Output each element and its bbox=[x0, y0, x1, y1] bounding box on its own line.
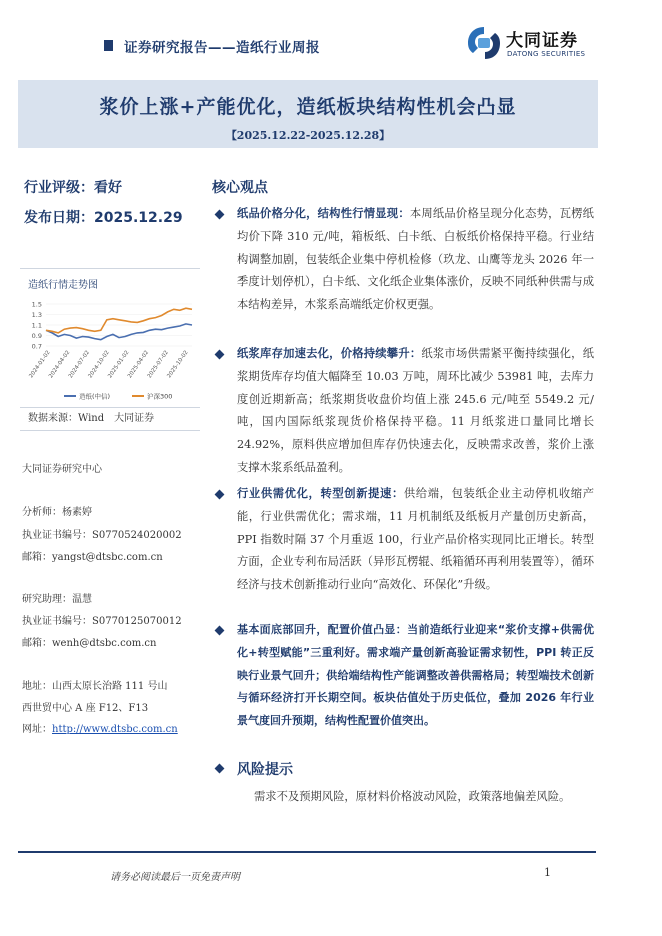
core-paragraph-2 bbox=[237, 343, 594, 480]
report-date-range: 【2025.12.22-2025.12.28】 bbox=[225, 129, 391, 142]
address-line-2: 西世贸中心 A 座 F12、F13 bbox=[22, 703, 149, 714]
y-tick-label: 1.3 bbox=[31, 311, 42, 319]
trend-chart bbox=[22, 296, 198, 406]
header-marker bbox=[104, 40, 113, 51]
assistant-name: 研究助理：温慧 bbox=[22, 594, 92, 605]
core-views-title: 核心观点 bbox=[212, 180, 268, 196]
assistant-email: 邮箱：wenh@dtsbc.com.cn bbox=[22, 638, 157, 649]
risk-title: 风险提示 bbox=[237, 762, 293, 778]
x-tick-label: 2025-01-02 bbox=[107, 349, 131, 380]
website bbox=[22, 720, 178, 735]
bullet-diamond-icon bbox=[215, 350, 225, 360]
core-paragraph-1 bbox=[237, 203, 594, 317]
core-paragraph-3 bbox=[237, 483, 594, 597]
bullet-diamond-icon bbox=[215, 626, 225, 636]
paragraph-3-lead: 行业供需优化，转型创新提速： bbox=[237, 487, 404, 500]
paragraph-2-lead: 纸浆库存加速去化，价格持续攀升： bbox=[237, 347, 422, 360]
paragraph-1-lead: 纸品价格分化，结构性行情显现： bbox=[237, 207, 410, 220]
paragraph-1-body: 本周纸品价格呈现分化态势，瓦楞纸均价下降 310 元/吨，箱板纸、白卡纸、白板纸价格保持平稳。行业结构调整加剧，包装纸企业集中停机检修（玖龙、山鹰等龙头 2026 年一季度计划停机），白卡纸、文化纸企业集体涨价，反映不同纸种供需与成本结构差异，木浆系高端纸定价权更强。 bbox=[237, 207, 594, 312]
paragraph-3-body: 供给端，包装纸企业主动停机收缩产能，行业供需优化；需求端，11 月机制纸及纸板月产量创历史新高，PPI 指数时隔 37 个月重返 100，行业产品价格实现同比正增长。转型方面，企业专利布局活跃（异形瓦楞辊、纸箱循环再利用装置等），循环经济与技术创新推动行业向“高效化、环保化”升级。 bbox=[237, 487, 594, 592]
legend-label: 沪深300 bbox=[147, 392, 173, 401]
analyst-name: 分析师：杨素婷 bbox=[22, 507, 92, 518]
logo-text-en: DATONG SECURITIES bbox=[507, 50, 586, 58]
footer-line bbox=[18, 851, 596, 853]
chart-title: 造纸行情走势图 bbox=[28, 280, 98, 291]
x-tick-label: 2025-04-02 bbox=[126, 349, 151, 380]
research-institute: 大同证券研究中心 bbox=[22, 464, 102, 475]
paragraph-2-body: 纸浆市场供需紧平衡持续强化，纸浆期货库存均值大幅降至 10.03 万吨，周环比减少 53981 吨，去库力度创近期新高；纸浆期货收盘价均值上涨 245.6 元/吨至 5549.2 元/吨，国内国际纸浆现货价格保持平稳。11 月纸浆进口量同比增长 24.92%，原料供应增加但库存仍快速去化，反映需求改善，浆价上涨支撑木浆系纸品盈利。 bbox=[237, 347, 594, 474]
y-tick-label: 0.9 bbox=[31, 332, 42, 340]
disclaimer-note: 请务必阅读最后一页免责声明 bbox=[110, 872, 240, 883]
legend-label: 造纸(中信) bbox=[79, 392, 111, 401]
address-line-1: 地址：山西太原长治路 111 号山 bbox=[22, 681, 168, 692]
series-line-1 bbox=[46, 308, 192, 333]
y-tick-label: 1.5 bbox=[31, 300, 42, 309]
chart-source: 数据来源：Wind 大同证券 bbox=[28, 413, 155, 424]
divider bbox=[20, 430, 200, 431]
x-tick-label: 2024-04-02 bbox=[48, 349, 72, 380]
logo-text-cn: 大同证券 bbox=[506, 31, 578, 51]
x-tick-label: 2024-07-02 bbox=[67, 349, 92, 380]
analyst-cert: 执业证书编号：S0770524020002 bbox=[22, 530, 182, 541]
y-tick-label: 0.7 bbox=[31, 342, 42, 351]
x-tick-label: 2025-10-02 bbox=[166, 349, 190, 380]
publish-date: 发布日期：2025.12.29 bbox=[24, 210, 183, 226]
analyst-email: 邮箱：yangst@dtsbc.com.cn bbox=[22, 552, 163, 563]
page-number: 1 bbox=[544, 866, 551, 879]
core-paragraph-4: 基本面底部回升，配置价值凸显：当前造纸行业迎来“浆价支撑+供需优化+转型赋能”三重利好。需求端产量创新高验证需求韧性，PPI 转正反映行业景气回升；供给端结构性产能调整改善供需格局；转型端技术创新与循环经济打开长期空间。板块估值处于历史低位，叠加 2026 年行业景气度回升预期，结构性配置价值突出。 bbox=[237, 623, 594, 728]
risk-text: 需求不及预期风险，原材料价格波动风险，政策落地偏差风险。 bbox=[254, 790, 571, 803]
website-link[interactable]: http://www.dtsbc.com.cn bbox=[52, 724, 178, 735]
bullet-diamond-icon bbox=[215, 490, 225, 500]
y-tick-label: 1.1 bbox=[31, 321, 42, 330]
series-line-0 bbox=[46, 324, 192, 340]
x-tick-label: 2025-07-02 bbox=[146, 349, 170, 380]
report-type-title: 证券研究报告——造纸行业周报 bbox=[124, 40, 320, 56]
bullet-diamond-icon bbox=[215, 764, 225, 774]
report-title: 浆价上涨+产能优化，造纸板块结构性机会凸显 bbox=[99, 96, 517, 118]
datong-logo-icon bbox=[464, 24, 504, 62]
website-label: 网址： bbox=[22, 724, 52, 735]
industry-rating: 行业评级：看好 bbox=[24, 180, 122, 196]
x-tick-label: 2024-10-02 bbox=[87, 349, 111, 380]
x-tick-label: 2024-01-02 bbox=[28, 349, 52, 380]
bullet-diamond-icon bbox=[215, 210, 225, 220]
assistant-cert: 执业证书编号：S0770125070012 bbox=[22, 616, 182, 627]
